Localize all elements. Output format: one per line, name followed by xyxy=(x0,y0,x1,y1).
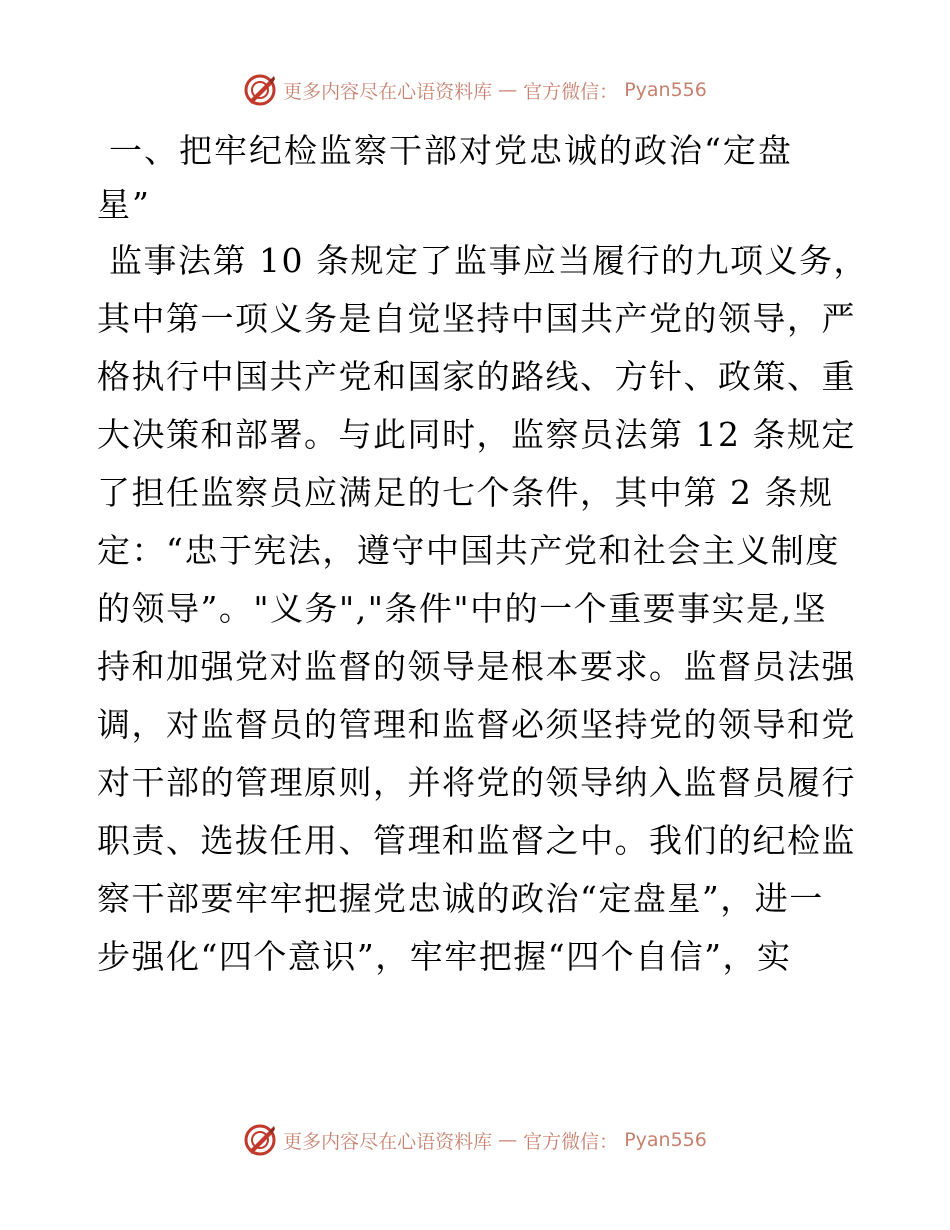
paragraph-line: 察干部要牢牢把握党忠诚的政治“定盘星”，进一 xyxy=(97,879,824,918)
banner-wechat-id: Pyan556 xyxy=(624,1129,707,1151)
paragraph-line: 其中第一项义务是自觉坚持中国共产党的领导，严 xyxy=(97,299,856,338)
heading-line: 星” xyxy=(97,185,151,224)
banner-wechat-label: 官方微信： xyxy=(523,1130,619,1153)
paragraph-line: 对干部的管理原则，并将党的领导纳入监督员履行 xyxy=(97,763,856,802)
paragraph-line: 了担任监察员应满足的七个条件，其中第 2 条规 xyxy=(97,473,834,512)
heading-line: 一、把牢纪检监察干部对党忠诚的政治“定盘 xyxy=(109,131,793,170)
paragraph-line: 定：“忠于宪法，遵守中国共产党和社会主义制度 xyxy=(97,531,840,570)
paragraph-line: 的领导”。"义务","条件"中的一个重要事实是,坚 xyxy=(97,589,828,628)
banner-slogan: 更多内容尽在心语资料库 xyxy=(283,80,493,103)
brand-logo-icon xyxy=(243,1123,277,1157)
banner-dash: — xyxy=(498,79,518,101)
banner-wechat-id: Pyan556 xyxy=(624,79,707,101)
paragraph-line: 调，对监督员的管理和监督必须坚持党的领导和党 xyxy=(97,705,856,744)
banner-slogan: 更多内容尽在心语资料库 xyxy=(283,1130,493,1153)
paragraph-line: 职责、选拔任用、管理和监督之中。我们的纪检监 xyxy=(97,821,856,860)
footer-banner xyxy=(0,1120,950,1160)
paragraph-line: 大决策和部署。与此同时，监察员法第 12 条规定 xyxy=(97,415,856,454)
header-banner xyxy=(0,70,950,110)
banner-dash: — xyxy=(498,1129,518,1151)
brand-logo-icon xyxy=(243,73,277,107)
paragraph-line: 格执行中国共产党和国家的路线、方针、政策、重 xyxy=(97,357,856,396)
paragraph-line: 持和加强党对监督的领导是根本要求。监督员法强 xyxy=(97,647,856,686)
paragraph-line: 监事法第 10 条规定了监事应当履行的九项义务， xyxy=(109,241,868,280)
section-heading xyxy=(97,124,817,232)
body-paragraph xyxy=(97,232,868,986)
paragraph-line: 步强化“四个意识”，牢牢把握“四个自信”，实 xyxy=(97,937,792,976)
banner-wechat-label: 官方微信： xyxy=(523,80,619,103)
